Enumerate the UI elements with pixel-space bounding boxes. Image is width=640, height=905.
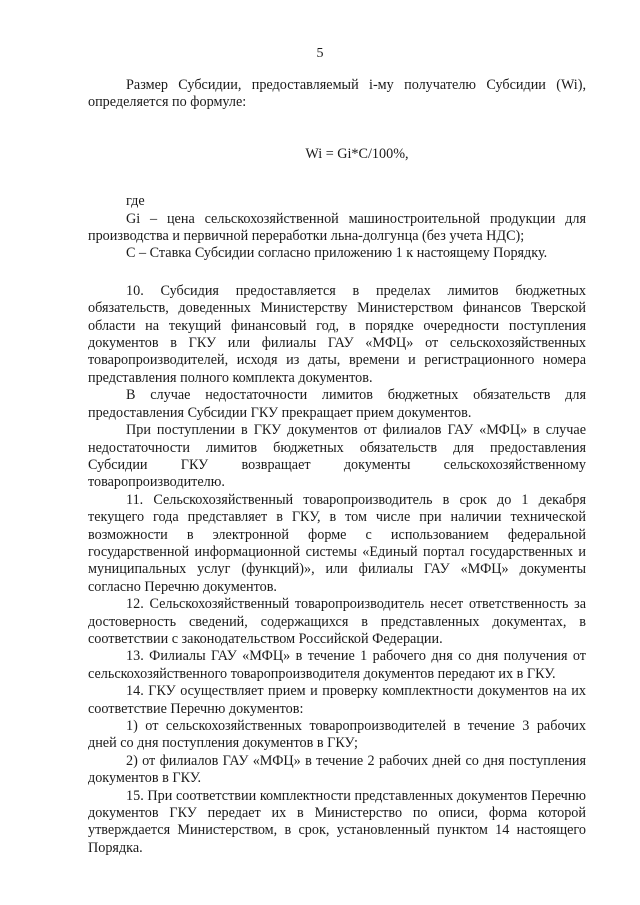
- section-gap: [88, 263, 586, 283]
- paragraph-gi-definition: Gi – цена сельскохозяйственной машиностроительной продукции для производства и первичной переработки льна-долгунца (без учета НДС);: [88, 210, 586, 245]
- paragraph-10-limits: В случае недостаточности лимитов бюджетных обязательств для предоставления Субсидии ГКУ прекращает прием документов.: [88, 387, 586, 421]
- page-number: 5: [316, 46, 324, 61]
- paragraph-12: 12. Сельскохозяйственный товаропроизводитель несет ответственность за достоверность сведений, содержащихся в представленных документах, в соответствии с законодательством Российской Федерации.: [88, 596, 586, 647]
- paragraph-13: 13. Филиалы ГАУ «МФЦ» в течение 1 рабочего дня со дня получения от сельскохозяйственного товаропроизводителя документов передают их в ГКУ.: [88, 648, 586, 682]
- paragraph-14-item-2: 2) от филиалов ГАУ «МФЦ» в течение 2 рабочих дней со дня поступления документов в ГКУ.: [88, 752, 586, 787]
- paragraph-10: 10. Субсидия предоставляется в пределах лимитов бюджетных обязательств, доведенных Министерству Министерством финансов Тверской области на текущий финансовый год, в порядке очередности поступления документов в ГКУ или филиалы ГАУ «МФЦ» от сельскохозяйственных товаропроизводителей, исходя из даты, времени и регистрационного номера представления полного комплекта документов.: [88, 282, 586, 386]
- paragraph-14-item-1: 1) от сельскохозяйственных товаропроизводителей в течение 3 рабочих дней со дня поступления документов в ГКУ;: [88, 718, 586, 752]
- paragraph-where: где: [126, 193, 145, 210]
- paragraph-c-definition: С – Ставка Субсидии согласно приложению 1 к настоящему Порядку.: [126, 245, 548, 262]
- paragraph-11: 11. Сельскохозяйственный товаропроизводитель в срок до 1 декабря текущего года представляет в ГКУ, в том числе при наличии технической возможности в электронной форме с использованием федеральной государственной информационной системы «Единый портал государственных и муниципальных услуг (функций)», или филиалы ГАУ «МФЦ» документы согласно Перечню документов.: [88, 491, 586, 595]
- paragraph-subsidy-size-intro: Размер Субсидии, предоставляемый i-му получателю Субсидии (Wi), определяется по формуле:: [88, 77, 586, 111]
- paragraph-10-return: При поступлении в ГКУ документов от филиалов ГАУ «МФЦ» в случае недостаточности лимитов бюджетных обязательств для предоставления Субсидии ГКУ возвращает документы сельскохозяйственному товаропроизводителю.: [88, 422, 586, 491]
- paragraph-15: 15. При соответствии комплектности представленных документов Перечню документов ГКУ передает их в Министерство по описи, форма которой утверждается Министерством, в срок, установленный пунктом 14 настоящего Порядка.: [88, 787, 586, 856]
- paragraph-14: 14. ГКУ осуществляет прием и проверку комплектности документов на их соответствие Перечню документов:: [88, 683, 586, 717]
- subsidy-formula: Wi = Gi*C/100%,: [305, 145, 409, 162]
- document-body: [88, 77, 586, 857]
